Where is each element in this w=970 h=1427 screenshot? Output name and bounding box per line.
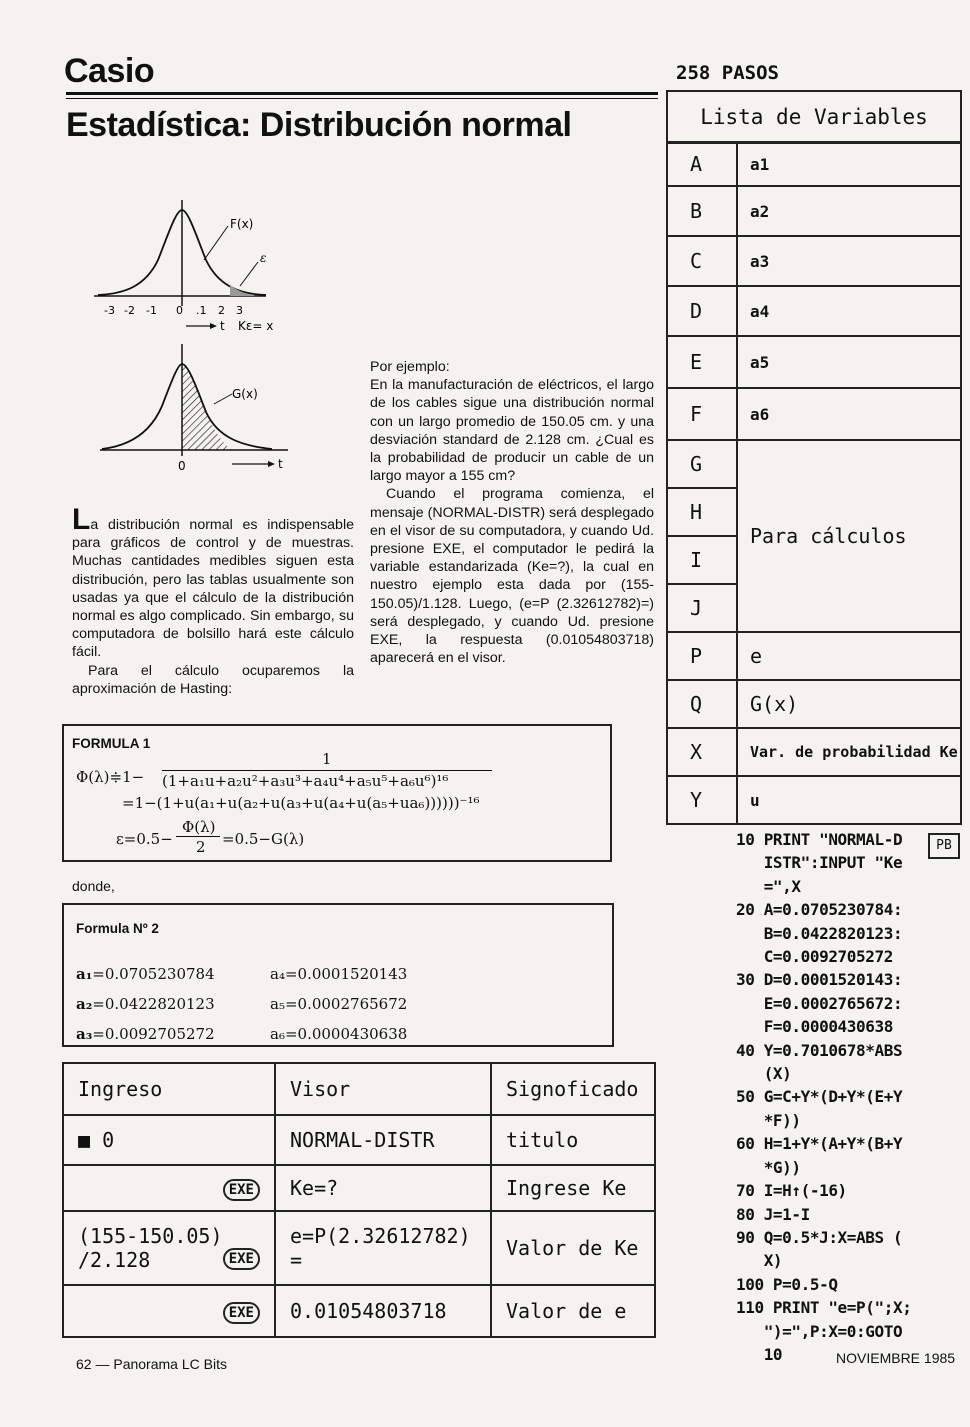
table-row xyxy=(63,1211,655,1285)
var-value: a4 xyxy=(737,286,961,336)
table-row xyxy=(667,680,961,728)
io-meaning: titulo xyxy=(491,1115,655,1165)
steps-label: 258 PASOS xyxy=(676,62,779,84)
io-input xyxy=(63,1285,275,1337)
graph1-t-arrowhead xyxy=(210,323,217,329)
io-header-visor: Visor xyxy=(275,1063,491,1115)
var-value: G(x) xyxy=(737,680,961,728)
graph1-tick-labels xyxy=(104,304,243,317)
formula-1-heading: FORMULA 1 xyxy=(72,736,151,751)
table-row xyxy=(63,1063,655,1115)
coeff-name: a₆ xyxy=(270,1025,285,1043)
var-key: G xyxy=(667,440,737,488)
graph1-ke-label: Kε= x xyxy=(238,319,274,333)
io-input-line-1: (155-150.05) xyxy=(78,1224,223,1248)
formula-1-denominator: (1+a₁u+a₂u²+a₃u³+a₄u⁴+a₅u⁵+a₆u⁶)¹⁶ xyxy=(162,772,449,790)
io-display-line-2: = xyxy=(290,1248,303,1272)
coeff-name: a₂ xyxy=(76,995,93,1013)
var-value: a6 xyxy=(737,388,961,440)
graph1-tick: .1 xyxy=(196,304,207,317)
intro-paragraph-2: Para el cálculo ocuparemos la aproximación de Hasting: xyxy=(72,662,354,697)
graph1-tick: -2 xyxy=(124,304,135,317)
coeff-a2 xyxy=(76,995,215,1013)
formula-1-numerator: 1 xyxy=(322,750,332,768)
coeff-value: =0.0422820123 xyxy=(92,995,215,1013)
io-input: ■ 0 xyxy=(63,1115,275,1165)
var-key: P xyxy=(667,632,737,680)
epsilon-fraction-bar xyxy=(176,836,220,837)
pb-badge: PB xyxy=(928,833,960,859)
io-display: Ke=? xyxy=(275,1165,491,1211)
variables-table xyxy=(666,141,962,825)
table-row xyxy=(667,440,961,488)
calc-label: Para cálculos xyxy=(737,440,961,632)
graph2-t-arrowhead xyxy=(268,461,275,467)
table-row xyxy=(667,336,961,388)
table-row xyxy=(667,728,961,776)
formula-2-box xyxy=(62,903,614,1047)
var-value: u xyxy=(737,776,961,824)
table-row xyxy=(63,1115,655,1165)
table-row xyxy=(667,632,961,680)
coeff-a1 xyxy=(76,965,215,983)
var-key: I xyxy=(667,536,737,584)
io-input-divisor: /2.128 xyxy=(78,1248,151,1272)
var-value: e xyxy=(737,632,961,680)
graph1-eps-label: ε xyxy=(260,251,267,265)
cumulative-curve-graph xyxy=(92,340,302,480)
coeff-value: =0.0000430638 xyxy=(284,1025,408,1043)
epsilon-lhs: ε=0.5− xyxy=(116,830,173,848)
formula-1-fraction-bar xyxy=(162,770,492,771)
var-key: E xyxy=(667,336,737,388)
page-title: Estadística: Distribución normal xyxy=(66,106,572,144)
var-key: X xyxy=(667,728,737,776)
graph1-fx-label: F(x) xyxy=(230,217,254,231)
var-key: H xyxy=(667,488,737,536)
coeff-name: a₅ xyxy=(270,995,285,1013)
table-row xyxy=(667,142,961,186)
variables-heading: Lista de Variables xyxy=(666,90,962,144)
epsilon-denominator: 2 xyxy=(196,838,206,856)
graph1-eps-pointer xyxy=(240,262,258,286)
table-row xyxy=(667,186,961,236)
var-key: Y xyxy=(667,776,737,824)
table-row xyxy=(63,1165,655,1211)
var-key: Q xyxy=(667,680,737,728)
coeff-name: a₃ xyxy=(76,1025,93,1043)
io-header-ingreso: Ingreso xyxy=(63,1063,275,1115)
io-meaning: Ingrese Ke xyxy=(491,1165,655,1211)
graph1-t-label: t xyxy=(220,319,225,333)
graph2-t-label: t xyxy=(278,457,283,471)
coeff-a6 xyxy=(270,1025,407,1043)
coeff-name: a₁ xyxy=(76,965,93,983)
graph2-gx-pointer xyxy=(214,394,232,404)
io-display xyxy=(275,1211,491,1285)
io-meaning: Valor de Ke xyxy=(491,1211,655,1285)
coeff-a5 xyxy=(270,995,407,1013)
io-input-line-2 xyxy=(78,1248,260,1272)
formula-1-line-2: =1−(1+u(a₁+u(a₂+u(a₃+u(a₄+u(a₅+ua₆))))))⁻¹⁶ xyxy=(122,794,480,812)
coeff-value: =0.0092705272 xyxy=(92,1025,215,1043)
intro-text xyxy=(72,503,354,698)
formula-1-box xyxy=(62,724,612,862)
graph1-tick: 3 xyxy=(236,304,243,317)
var-value: a3 xyxy=(737,236,961,286)
graph2-zero-label: 0 xyxy=(178,459,186,473)
epsilon-numerator: Φ(λ) xyxy=(182,818,216,836)
var-value: a1 xyxy=(737,142,961,186)
table-row xyxy=(667,388,961,440)
title-rule-thin xyxy=(66,98,658,99)
var-value: a5 xyxy=(737,336,961,388)
table-row xyxy=(667,776,961,824)
io-display: 0.01054803718 xyxy=(275,1285,491,1337)
var-key: B xyxy=(667,186,737,236)
example-paragraph-2: Cuando el programa comienza, el mensaje (NORMAL-DISTR) será desplegado en el visor de su computadora, y cuando Ud. presione EXE, el computador le pedirá la variable estandarizada (Ke=?), la cual en nuestro ejemplo esta dada por (155-150.05)/1.128. Luego, (e=P (2.32612782)=) será desplegado, y cuando Ud. presione EXE, la respuesta (0.01054803718) aparecerá en el visor. xyxy=(370,486,654,667)
io-input xyxy=(63,1211,275,1285)
var-value: a2 xyxy=(737,186,961,236)
io-header-significado: Signoficado xyxy=(491,1063,655,1115)
table-row xyxy=(667,236,961,286)
coeff-value: =0.0001520143 xyxy=(284,965,408,983)
io-display-line-1: e=P(2.32612782) xyxy=(290,1224,471,1248)
title-rule xyxy=(66,92,658,95)
var-key: F xyxy=(667,388,737,440)
graph1-fx-pointer xyxy=(204,226,228,260)
example-heading: Por ejemplo: xyxy=(370,359,450,375)
formula-2-heading: Formula Nº 2 xyxy=(76,921,159,936)
var-value: Var. de probabilidad Ke xyxy=(737,728,961,776)
program-listing: 10 PRINT "NORMAL-D ISTR":INPUT "Ke =",X 20 A=0.0705230784: B=0.0422820123: C=0.0092705272 30 D=0.0001520143: E=0.0002765672: F=0.0000430638 40 Y=0.7010678*ABS (X) 50 G=C+Y*(D+Y*(E+Y *F)) 60 H=1+Y*(A+Y*(B+Y *G)) 70 I=H↑(-16) 80 J=1-I 90 Q=0.5*J:X=ABS ( X) 100 P=0.5-Q 110 PRINT "e=P(";X; ")=",P:X=0:GOTO 10 xyxy=(736,830,912,1364)
table-row xyxy=(63,1285,655,1337)
graph1-tick: 2 xyxy=(218,304,225,317)
coeff-a4 xyxy=(270,965,407,983)
coeff-name: a₄ xyxy=(270,965,285,983)
table-row xyxy=(667,286,961,336)
io-meaning: Valor de e xyxy=(491,1285,655,1337)
graph1-tick: 0 xyxy=(176,304,183,317)
coeff-value: =0.0705230784 xyxy=(92,965,215,983)
normal-curve-graph xyxy=(86,190,306,340)
exe-key-icon: EXE xyxy=(223,1302,260,1324)
graph1-tick: -1 xyxy=(146,304,157,317)
exe-key-icon: EXE xyxy=(223,1179,260,1201)
var-key: D xyxy=(667,286,737,336)
graph2-gx-label: G(x) xyxy=(232,387,258,401)
epsilon-rhs: =0.5−G(λ) xyxy=(222,830,305,848)
example-paragraph: En la manufacturación de eléctricos, el largo de los cables sigue una distribución normal con un largo promedio de 150.05 cm. y una desviación standard de 2.128 cm. ¿Cual es la probabilidad de producir un cable de un largo mayor a 155 cm? xyxy=(370,377,654,485)
coeff-a3 xyxy=(76,1025,215,1043)
var-key: C xyxy=(667,236,737,286)
formula-1-lhs: Φ(λ)≑1− xyxy=(76,768,145,786)
coeff-value: =0.0002765672 xyxy=(284,995,408,1013)
graph1-tick: -3 xyxy=(104,304,115,317)
intro-body: a distribución normal es indispensable para gráficos de control y de muestras. Muchas cantidades medibles siguen esta distribución, pero las tablas usualmente son usadas ya que el cálculo de la distribución normal es algo complicado. Sin embargo, su computadora de bolsillo hará este cálculo fácil. xyxy=(72,517,354,661)
donde-label: donde, xyxy=(72,878,115,894)
io-input xyxy=(63,1165,275,1211)
var-key: J xyxy=(667,584,737,632)
var-key: A xyxy=(667,142,737,186)
example-text xyxy=(370,358,654,667)
drop-cap: L xyxy=(72,503,91,536)
exe-key-icon: EXE xyxy=(223,1248,260,1270)
intro-paragraph xyxy=(72,503,354,662)
brand-title: Casio xyxy=(64,52,155,90)
io-display: NORMAL-DISTR xyxy=(275,1115,491,1165)
graph2-hatched-area xyxy=(182,364,232,450)
footer-page: 62 — Panorama LC Bits xyxy=(76,1356,227,1372)
io-table xyxy=(62,1062,656,1338)
footer-date: NOVIEMBRE 1985 xyxy=(836,1350,956,1366)
